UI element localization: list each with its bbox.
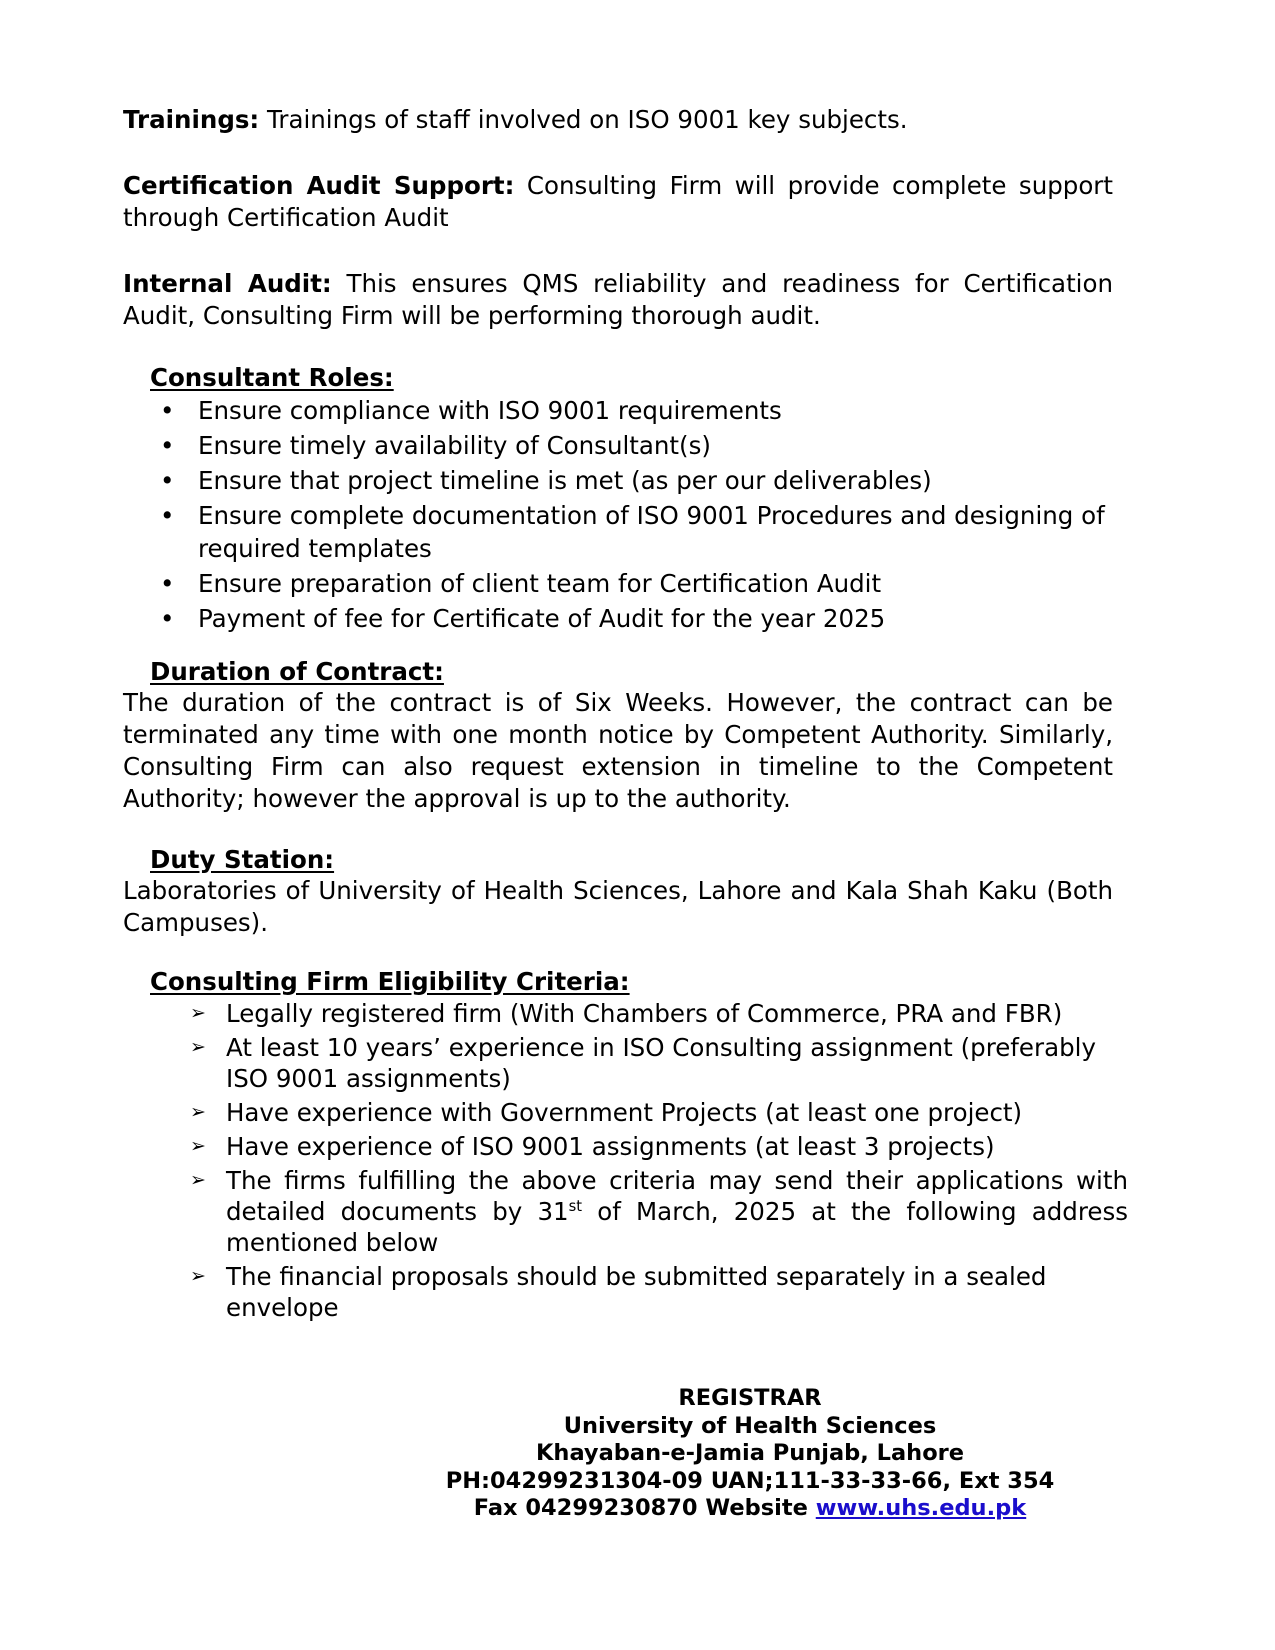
list-item: • Ensure complete documentation of ISO 9001 Procedures and designing of required templates xyxy=(160,501,1105,563)
arrow-bullet-icon: ➢ xyxy=(190,1036,206,1058)
list-item: • Ensure timely availability of Consultant(s) xyxy=(160,431,711,460)
arrow-bullet-icon: ➢ xyxy=(190,1169,206,1191)
duration-text: The duration of the contract is of Six Weeks. However, the contract can be terminated any time with one month notice by Competent Authority. Similarly, Consulting Firm can also request extension in timeline to the Competent Authority; however the approval is up to the authority. xyxy=(123,688,1113,813)
signature-title: REGISTRAR xyxy=(678,1385,822,1411)
certification-audit-support-label: Certification Audit Support: xyxy=(123,171,515,200)
bullet-icon: • xyxy=(160,569,175,598)
arrow-bullet-icon: ➢ xyxy=(190,1101,206,1123)
list-item: • Ensure that project timeline is met (as per our deliverables) xyxy=(160,466,932,495)
trainings-label: Trainings: xyxy=(123,105,260,134)
signature-address: Khayaban-e-Jamia Punjab, Lahore xyxy=(535,1440,965,1466)
certification-audit-support-paragraph xyxy=(123,170,1113,234)
signature-organization: University of Health Sciences xyxy=(563,1412,937,1439)
duty-station-heading: Duty Station: xyxy=(150,845,335,874)
list-item: ➢ At least 10 years’ experience in ISO Consulting assignment (preferably ISO 9001 assignments) xyxy=(190,1033,1096,1093)
trainings-paragraph xyxy=(123,104,1113,136)
list-item: ➢ The financial proposals should be submitted separately in a sealed envelope xyxy=(190,1262,1047,1322)
website-link[interactable]: www.uhs.edu.pk xyxy=(815,1495,1027,1521)
signature-block xyxy=(440,1385,1060,1523)
list-item: • Payment of fee for Certificate of Audit for the year 2025 xyxy=(160,604,886,633)
list-item: ➢ Have experience of ISO 9001 assignments (at least 3 projects) xyxy=(190,1132,995,1161)
duration-heading: Duration of Contract: xyxy=(150,657,444,686)
internal-audit-text: This ensures QMS reliability and readiness for Certification Audit, Consulting Firm will be performing thorough audit. xyxy=(123,269,1113,330)
list-item: ➢ Have experience with Government Projects (at least one project) xyxy=(190,1098,1023,1127)
eligibility-heading: Consulting Firm Eligibility Criteria: xyxy=(150,967,630,996)
internal-audit-paragraph xyxy=(123,268,1113,332)
certification-audit-support-text: Consulting Firm will provide complete support through Certification Audit xyxy=(123,171,1113,232)
duty-station-text: Laboratories of University of Health Sciences, Lahore and Kala Shah Kaku (Both Campuses). xyxy=(123,876,1113,937)
arrow-bullet-icon: ➢ xyxy=(190,1135,206,1157)
list-item: • Ensure compliance with ISO 9001 requirements xyxy=(160,396,782,425)
bullet-icon: • xyxy=(160,604,175,633)
list-item: ➢ Legally registered firm (With Chambers of Commerce, PRA and FBR) xyxy=(190,999,1063,1028)
consultant-roles-heading: Consultant Roles: xyxy=(150,363,394,392)
internal-audit-label: Internal Audit: xyxy=(123,269,332,298)
consultant-roles-list xyxy=(150,394,1115,637)
bullet-icon: • xyxy=(160,431,175,460)
signature-phone: PH:04299231304-09 UAN;111-33-33-66, Ext 354 xyxy=(445,1467,1055,1494)
list-item: ➢ The firms fulfilling the above criteria may send their applications with detailed documents by 31st of March, 2025 at the following address mentioned below xyxy=(190,1166,1128,1257)
eligibility-list xyxy=(178,998,1128,1326)
arrow-bullet-icon: ➢ xyxy=(190,1002,206,1024)
bullet-icon: • xyxy=(160,501,175,530)
bullet-icon: • xyxy=(160,466,175,495)
fax-label: Fax 04299230870 Website xyxy=(473,1495,816,1521)
signature-fax-line xyxy=(440,1495,1060,1523)
trainings-text: Trainings of staff involved on ISO 9001 key subjects. xyxy=(259,105,908,134)
bullet-icon: • xyxy=(160,396,175,425)
arrow-bullet-icon: ➢ xyxy=(190,1265,206,1287)
list-item: • Ensure preparation of client team for Certification Audit xyxy=(160,569,882,598)
